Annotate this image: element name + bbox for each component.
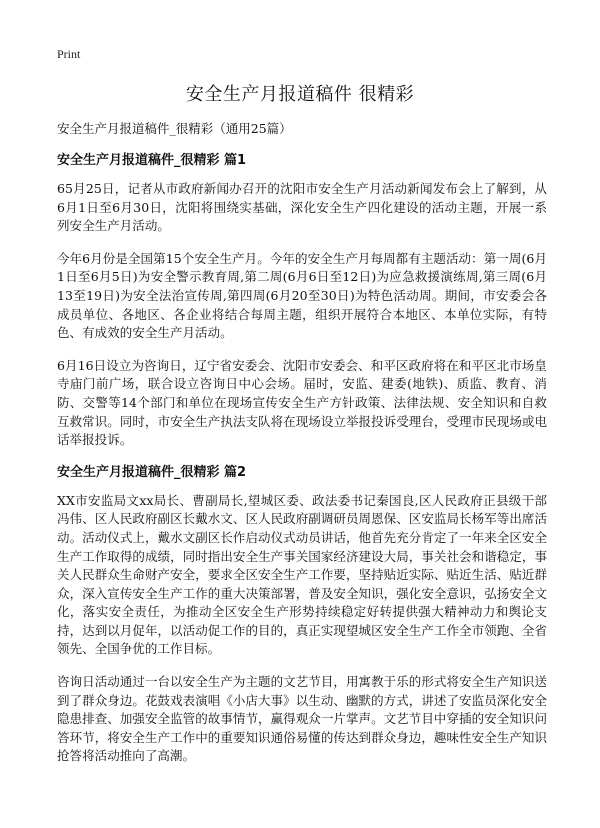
- paragraph: 65月25日，记者从市政府新闻办召开的沈阳市安全生产月活动新闻发布会上了解到，从6月1日至6月30日，沈阳将围绕实基础，深化安全生产四化建设的活动主题，开展一系列安全生产月活动。: [57, 181, 547, 234]
- document-subtitle: 安全生产月报道稿件_很精彩（通用25篇）: [57, 121, 292, 136]
- paragraph: 6月16日设立为咨询日，辽宁省安委会、沈阳市安委会、和平区政府将在和平区北市场皇寺庙门前广场，联合设立咨询日中心会场。届时，安监、建委(地铁)、质监、教育、消防、交警等14个部门和单位在现场宣传安全生产方针政策、法律法规、安全知识和自救互救常识。同时，市安全生产执法支队将在现场设立举报投诉受理台，受理市民现场或电话举报投诉。: [57, 357, 547, 448]
- section-2: [57, 464, 547, 766]
- paragraph: 今年6月份是全国第15个安全生产月。今年的安全生产月每周都有主题活动：第一周(6月1日至6月5日)为安全警示教育周,第二周(6月6日至12日)为应急救援演练周,第三周(6月13至19日)为安全法治宣传周,第四周(6月20至30日)为特色活动周。期间，市安委会各成员单位、各地区、各企业将结合每周主题，组织开展符合本地区、本单位实际，有特色、有成效的安全生产月活动。: [57, 250, 547, 341]
- section-1: [57, 152, 547, 450]
- document-body: [57, 120, 547, 780]
- print-link[interactable]: Print: [57, 47, 81, 61]
- paragraph: XX市安监局文xx局长、曹副局长,望城区委、政法委书记秦国良,区人民政府正县级干部冯伟、区人民政府副区长戴水文、区人民政府副调研员周恩保、区安监局长杨军等出席活动。活动仪式上，戴水文副区长作启动仪式动员讲话，他首先充分肯定了一年来全区安全生产工作取得的成绩，同时指出安全生产事关国家经济建设大局，事关社会和谐稳定，事关人民群众生命财产安全，要求全区安全生产工作要，坚持贴近实际、贴近生活、贴近群众，深入宣传安全生产工作的重大决策部署，普及安全知识，强化安全意识，弘扬安全文化，落实安全责任，为推动全区安全生产形势持续稳定好转提供强大精神动力和舆论支持，达到以月促年，以活动促工作的目的，真正实现望城区安全生产工作全市领跑、全省领先、全国争优的工作目标。: [57, 492, 547, 657]
- page-title: 安全生产月报道稿件 很精彩: [185, 84, 415, 105]
- paragraph: 咨询日活动通过一台以安全生产为主题的文艺节目，用寓教于乐的形式将安全生产知识送到了群众身边。花鼓戏表演唱《小店大事》以生动、幽默的方式，讲述了安监员深化安全隐患排查、加强安全监管的故事情节，赢得观众一片掌声。文艺节目中穿插的安全知识问答环节，将安全生产工作中的重要知识通俗易懂的传达到群众身边，趣味性安全生产知识抢答将活动推向了高潮。: [57, 674, 547, 764]
- section-heading: 安全生产月报道稿件_很精彩 篇2: [57, 464, 247, 480]
- section-heading: 安全生产月报道稿件_很精彩 篇1: [57, 153, 247, 168]
